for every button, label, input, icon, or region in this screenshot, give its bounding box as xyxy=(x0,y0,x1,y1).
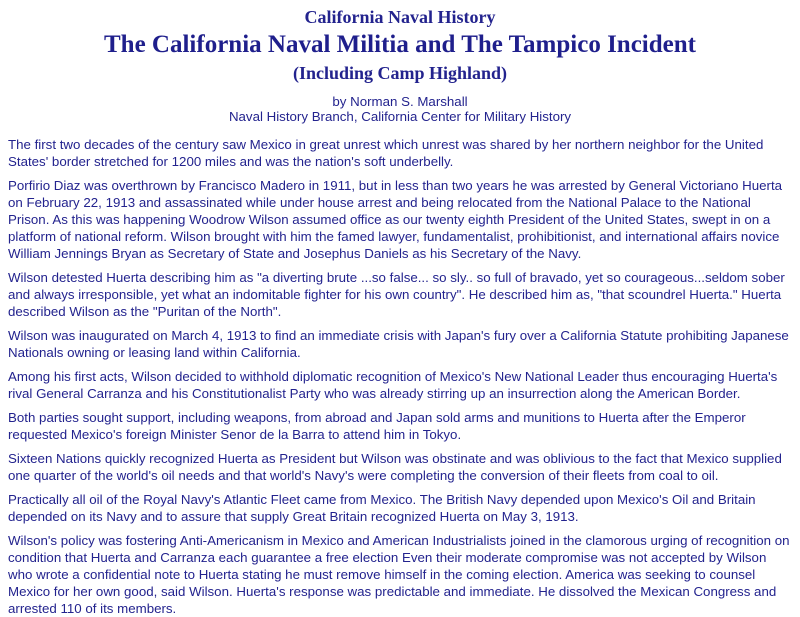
paragraph-3: Wilson detested Huerta describing him as "a diverting brute ...so false... so sly.. so full of bravado, yet so courageous...seldom sober and always irresponsible, yet what an indomitable fighter for his own country". He described him as, "that scoundrel Huerta." Huerta described Wilson as the "Puritan of the North". xyxy=(8,270,785,319)
article-header xyxy=(8,6,792,124)
paragraph-9: Wilson's policy was fostering Anti-Americanism in Mexico and American Industrialists joined in the clamorous urging of recognition on condition that Huerta and Carranza each guarantee a free election Even their moderate compromise was not accepted by Wilson who wrote a confidential note to Huerta stating he must remove himself in the coming election. America was seeking to counsel Mexico for her own good, said Wilson. Huerta's response was predictable and immediate. He dissolved the Mexican Congress and arrested 110 of its members. xyxy=(8,533,790,616)
byline: by Norman S. Marshall xyxy=(332,94,468,109)
paragraph-1: The first two decades of the century saw Mexico in great unrest which unrest was shared by her northern neighbor for the United States' border stretched for 1200 miles and was the nation's soft underbelly. xyxy=(8,137,764,169)
article-kicker: California Naval History xyxy=(304,7,496,27)
paragraph-5: Among his first acts, Wilson decided to withhold diplomatic recognition of Mexico's New National Leader thus encouraging Huerta's rival General Carranza and his Constitutionalist Party who was already stirring up an insurrection along the American Border. xyxy=(8,369,778,401)
organization-line: Naval History Branch, California Center for Military History xyxy=(228,109,572,124)
paragraph-6: Both parties sought support, including weapons, from abroad and Japan sold arms and munitions to Huerta after the Emperor requested Mexico's foreign Minister Senor de la Barra to attend him in Tokyo. xyxy=(8,410,746,442)
article-subtitle: (Including Camp Highland) xyxy=(292,63,508,83)
paragraph-4: Wilson was inaugurated on March 4, 1913 to find an immediate crisis with Japan's fury over a California Statute prohibiting Japanese Nationals owning or leasing land within California. xyxy=(8,328,789,360)
article-page xyxy=(0,6,800,617)
article-body xyxy=(8,136,792,617)
page-title: The California Naval Militia and The Tampico Incident xyxy=(104,31,696,58)
paragraph-8: Practically all oil of the Royal Navy's Atlantic Fleet came from Mexico. The British Navy depended upon Mexico's Oil and Britain depended on its Navy and to assure that supply Great Britain recognized Huerta on May 3, 1913. xyxy=(8,492,756,524)
paragraph-2: Porfirio Diaz was overthrown by Francisco Madero in 1911, but in less than two years he was arrested by General Victoriano Huerta on February 22, 1913 and assassinated while under house arrest and being relocated from the National Palace to the National Prison. As this was happening Woodrow Wilson assumed office as our twenty eighth President of the United States, swept in on a platform of national reform. Wilson brought with him the famed lawyer, fundamentalist, prohibitionist, and international affairs novice William Jennings Bryan as Secretary of State and Josephus Daniels as his Secretary of the Navy. xyxy=(8,178,783,261)
paragraph-7: Sixteen Nations quickly recognized Huerta as President but Wilson was obstinate and was oblivious to the fact that Mexico supplied one quarter of the world's oil needs and that world's Navy's were completing the conversion of their fleets from coal to oil. xyxy=(8,451,782,483)
